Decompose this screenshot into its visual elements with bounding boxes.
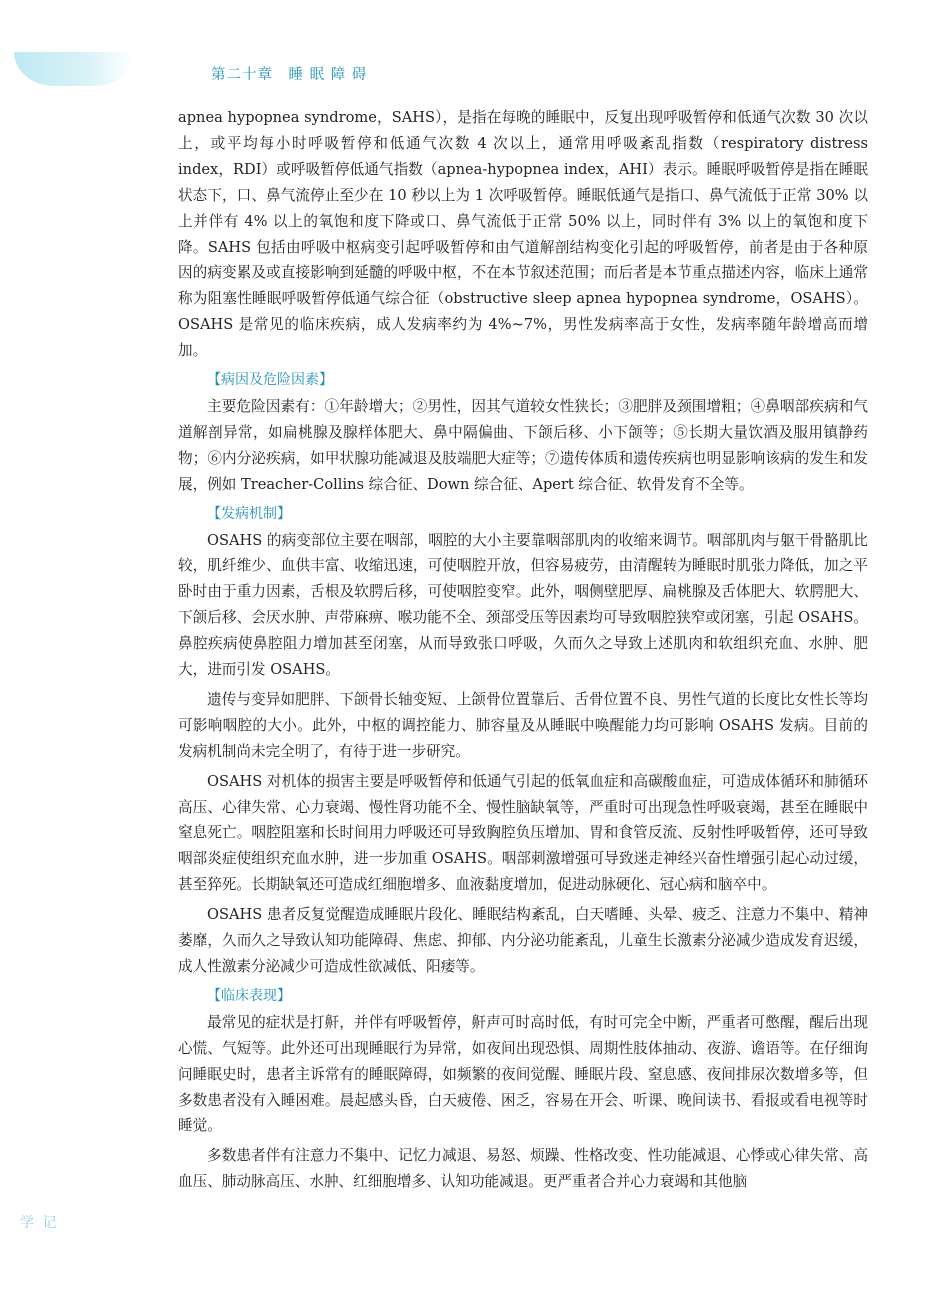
page-body	[178, 105, 868, 1195]
paragraph-risk-factors: 主要危险因素有：①年龄增大；②男性，因其气道较女性狭长；③肥胖及颈围增粗；④鼻咽部疾病和气道解剖异常，如扁桃腺及腺样体肥大、鼻中隔偏曲、下颌后移、小下颌等；⑤长期大量饮酒及服用镇静药物；⑥内分泌疾病，如甲状腺功能减退及肢端肥大症等；⑦遗传体质和遗传疾病也明显影响该病的发生和发展，例如 Treacher-Collins 综合征、Down 综合征、Apert 综合征、软骨发育不全等。	[178, 397, 868, 493]
paragraph-clinical-2: 多数患者伴有注意力不集中、记忆力减退、易怒、烦躁、性格改变、性功能减退、心悸或心律失常、高血压、肺动脉高压、水肿、红细胞增多、认知功能减退。更严重者合并心力衰竭和其他脑	[178, 1147, 868, 1191]
paragraph-pathogenesis-4: OSAHS 患者反复觉醒造成睡眠片段化、睡眠结构紊乱，白天嗜睡、头晕、疲乏、注意力不集中、精神萎靡，久而久之导致认知功能障碍、焦虑、抑郁、内分泌功能紊乱，儿童生长激素分泌减少造成发育迟缓，成人性激素分泌减少可造成性欲减低、阳痿等。	[178, 906, 868, 975]
section-heading-pathogenesis: 【发病机制】	[207, 505, 291, 522]
section-heading-clinical: 【临床表现】	[207, 987, 291, 1004]
paragraph-clinical-1: 最常见的症状是打鼾，并伴有呼吸暂停，鼾声可时高时低，有时可完全中断，严重者可憋醒，醒后出现心慌、气短等。此外还可出现睡眠行为异常，如夜间出现恐惧、周期性肢体抽动、夜游、谵语等。在仔细询问睡眠史时，患者主诉常有的睡眠障碍，如频繁的夜间觉醒、睡眠片段、窒息感、夜间排尿次数增多等，但多数患者没有入睡困难。晨起感头昏，白天疲倦、困乏，容易在开会、听课、晚间读书、看报或看电视等时睡觉。	[178, 1013, 868, 1135]
margin-decoration-tab	[14, 52, 134, 86]
chapter-header: 第二十章 睡 眠 障 碍	[211, 67, 368, 83]
section-heading-risk-factors: 【病因及危险因素】	[207, 372, 333, 389]
paragraph-sahs-definition: apnea hypopnea syndrome，SAHS），是指在每晚的睡眠中，反复出现呼吸暂停和低通气次数 30 次以上，或平均每小时呼吸暂停和低通气次数 4 次以上，通常用呼吸紊乱指数（respiratory distress index，RDI）或呼吸暂停低通气指数（apnea-hypopnea index，AHI）表示。睡眠呼吸暂停是指在睡眠状态下，口、鼻气流停止至少在 10 秒以上为 1 次呼吸暂停。睡眠低通气是指口、鼻气流低于正常 30% 以上并伴有 4% 以上的氧饱和度下降或口、鼻气流低于正常 50% 以上，同时伴有 3% 以上的氧饱和度下降。SAHS 包括由呼吸中枢病变引起呼吸暂停和由气道解剖结构变化引起的呼吸暂停，前者是由于各种原因的病变累及或直接影响到延髓的呼吸中枢，不在本节叙述范围；而后者是本节重点描述内容，临床上通常称为阻塞性睡眠呼吸暂停低通气综合征（obstructive sleep apnea hypopnea syndrome，OSAHS）。OSAHS 是常见的临床疾病，成人发病率约为 4%~7%，男性发病率高于女性，发病率随年龄增高而增加。	[178, 109, 868, 360]
paragraph-pathogenesis-1: OSAHS 的病变部位主要在咽部，咽腔的大小主要靠咽部肌肉的收缩来调节。咽部肌肉与躯干骨骼肌比较，肌纤维少、血供丰富、收缩迅速，可使咽腔开放，但容易疲劳，由清醒转为睡眠时肌张力降低，加之平卧时由于重力因素，舌根及软腭后移，可使咽腔变窄。此外，咽侧壁肥厚、扁桃腺及舌体肥大、软腭肥大、下颌后移、会厌水肿、声带麻痹、喉功能不全、颈部受压等因素均可导致咽腔狭窄或闭塞，引起 OSAHS。鼻腔疾病使鼻腔阻力增加甚至闭塞，从而导致张口呼吸，久而久之导致上述肌肉和软组织充血、水肿、肥大，进而引发 OSAHS。	[178, 531, 868, 679]
margin-note-label: 学 记	[20, 1215, 59, 1231]
paragraph-pathogenesis-2: 遗传与变异如肥胖、下颌骨长轴变短、上颌骨位置靠后、舌骨位置不良、男性气道的长度比女性长等均可影响咽腔的大小。此外，中枢的调控能力、肺容量及从睡眠中唤醒能力均可影响 OSAHS 发病。目前的发病机制尚未完全明了，有待于进一步研究。	[178, 690, 868, 760]
paragraph-pathogenesis-3: OSAHS 对机体的损害主要是呼吸暂停和低通气引起的低氧血症和高碳酸血症，可造成体循环和肺循环高压、心律失常、心力衰竭、慢性肾功能不全、慢性脑缺氧等，严重时可出现急性呼吸衰竭，甚至在睡眠中窒息死亡。咽腔阻塞和长时间用力呼吸还可导致胸腔负压增加、胃和食管反流、反射性呼吸暂停，还可导致咽部炎症使组织充血水肿，进一步加重 OSAHS。咽部刺激增强可导致迷走神经兴奋性增强引起心动过缓，甚至猝死。长期缺氧还可造成红细胞增多、血液黏度增加，促进动脉硬化、冠心病和脑卒中。	[178, 772, 868, 894]
